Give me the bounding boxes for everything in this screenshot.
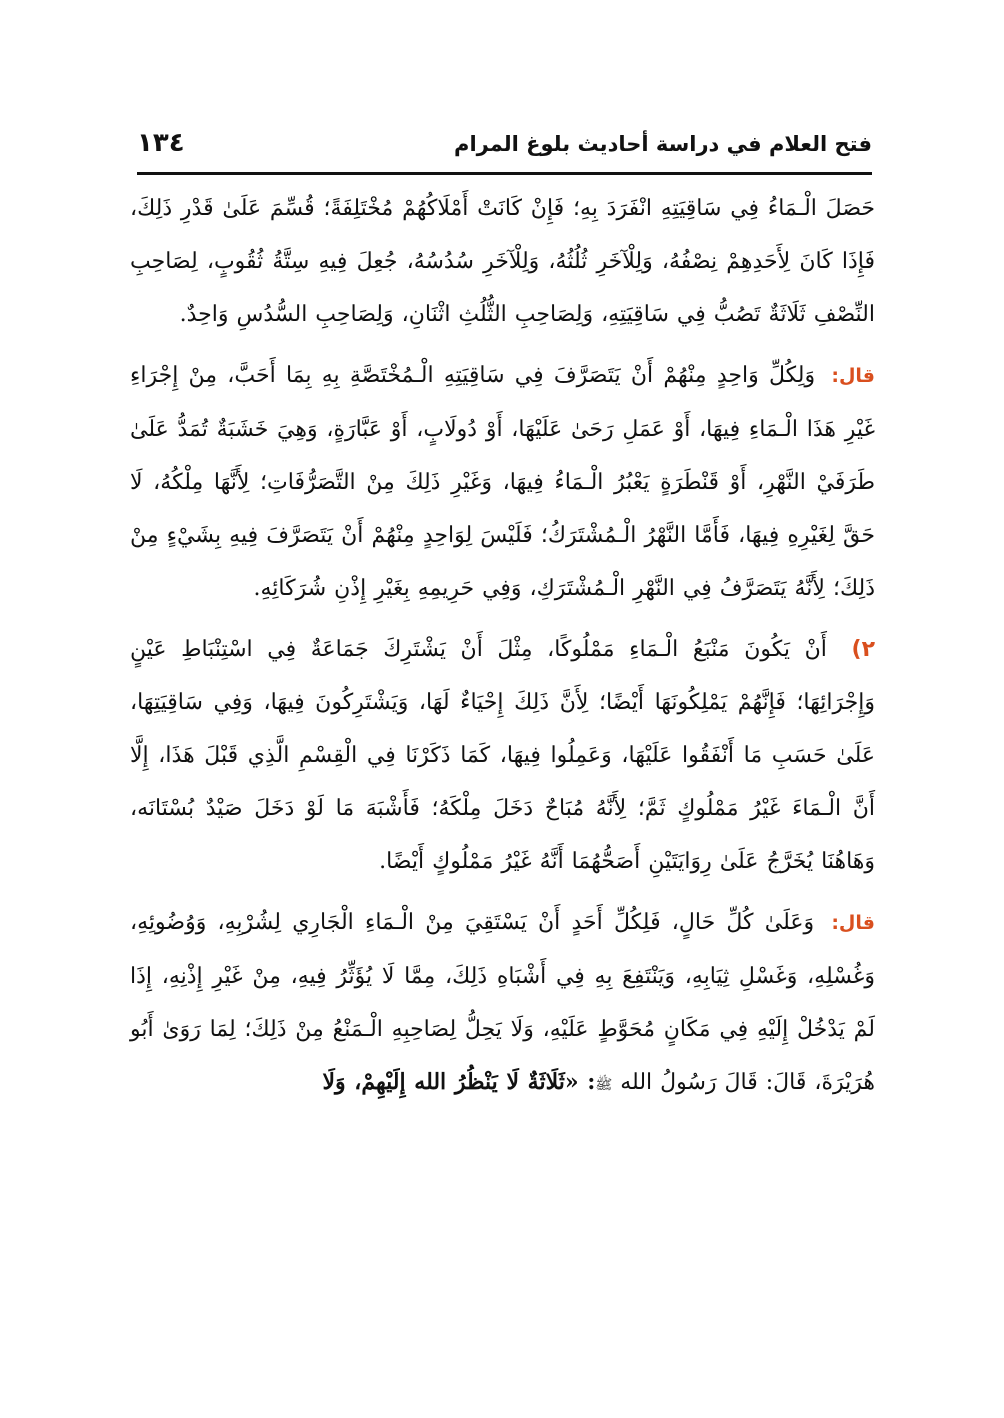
paragraph-1 — [130, 182, 875, 341]
qal-label: قال: — [831, 912, 875, 934]
paragraph-text: أَنْ يَكُونَ مَنْبَعُ الْـمَاءِ مَمْلُوكًا، مِثْلَ أَنْ يَشْتَرِكَ جَمَاعَةٌ فِي اسْتِنْبَاطِ عَيْنٍ وَإِجْرَائِهَا؛ فَإِنَّهُمْ يَمْلِكُونَهَا أَيْضًا؛ لِأَنَّ ذَلِكَ إِحْيَاءٌ لَهَا، وَيَشْتَرِكُونَ فِيهَا، وَفِي سَاقِيَتِهَا، عَلَىٰ حَسَبِ مَا أَنْفَقُوا عَلَيْهَا، وَعَمِلُوا فِيهَا، كَمَا ذَكَرْنَا فِي الْقِسْمِ الَّذِي قَبْلَ هَذَا، إِلَّا أَنَّ الْـمَاءَ غَيْرُ مَمْلُوكٍ ثَمَّ؛ لِأَنَّهُ مُبَاحٌ دَخَلَ مِلْكَهُ؛ فَأَشْبَهَ مَا لَوْ دَخَلَ صَيْدٌ بُسْتَانَه، وَهَاهُنَا يُخَرَّجُ عَلَىٰ رِوَايَتَيْنِ أَصَحُّهُمَا أَنَّهُ غَيْرُ مَمْلُوكٍ أَيْضًا. — [130, 637, 875, 874]
hadith-text: : «ثَلَاثَةٌ لَا يَنْظُرُ الله إِلَيْهِمْ، وَلَا — [322, 1069, 596, 1095]
header-divider — [137, 172, 872, 175]
running-header — [137, 126, 872, 170]
paragraph-4 — [130, 896, 875, 1112]
body-text — [130, 182, 875, 1112]
paragraph-text: وَعَلَىٰ كُلِّ حَالٍ، فَلِكُلِّ أَحَدٍ أَنْ يَسْتَقِيَ مِنْ الْـمَاءِ الْجَارِي لِشُرْبِهِ، وَوُضُوئِهِ، وَغُسْلِهِ، وَغَسْلِ ثِيَابِهِ، وَيَنْتَفِعَ بِهِ فِي أَشْبَاهِ ذَلِكَ، مِمَّا لَا يُؤَثِّرُ فِيهِ، مِنْ غَيْرِ إِذْنِهِ، إِذَا لَمْ يَدْخُلْ إِلَيْهِ فِي مَكَانٍ مُحَوَّطٍ عَلَيْهِ، وَلَا يَحِلُّ لِصَاحِبِهِ الْـمَنْعُ مِنْ ذَلِكَ؛ لِمَا رَوَىٰ أَبُو هُرَيْرَةَ، قَالَ: قَالَ رَسُولُ الله — [130, 910, 875, 1095]
paragraph-3 — [130, 623, 875, 888]
qal-label: قال: — [831, 365, 876, 387]
paragraph-text: وَلِكُلِّ وَاحِدٍ مِنْهُمْ أَنْ يَتَصَرَّفَ فِي سَاقِيَتِهِ الْـمُخْتَصَّةِ بِهِ بِمَا أَحَبَّ، مِنْ إِجْرَاءِ غَيْرِ هَذَا الْـمَاءِ فِيهَا، أَوْ عَمَلِ رَحَىٰ عَلَيْهَا، أَوْ دُولَابٍ، أَوْ عَبَّارَةٍ، وَهِيَ خَشَبَةٌ تُمَدُّ عَلَىٰ طَرَفَيْ النَّهْرِ، أَوْ قَنْطَرَةٍ يَعْبُرُ الْـمَاءُ فِيهَا، وَغَيْرِ ذَلِكَ مِنْ التَّصَرُّفَاتِ؛ لِأَنَّهَا مِلْكُهُ، لَا حَقَّ لِغَيْرِهِ فِيهَا، فَأَمَّا النَّهْرُ الْـمُشْتَرَكُ؛ فَلَيْسَ لِوَاحِدٍ مِنْهُمْ أَنْ يَتَصَرَّفَ فِيهِ بِشَيْءٍ مِنْ ذَلِكَ؛ لِأَنَّهُ يَتَصَرَّفُ فِي النَّهْرِ الْـمُشْتَرَكِ، وَفِي حَرِيمِهِ بِغَيْرِ إِذْنِ شُرَكَائِهِ. — [130, 363, 875, 601]
paragraph-2 — [130, 349, 875, 615]
paragraph-text: حَصَلَ الْـمَاءُ فِي سَاقِيَتِهِ انْفَرَدَ بِهِ؛ فَإِنْ كَانَتْ أَمْلَاكُهُمْ مُخْتَلِفَةً؛ قُسِّمَ عَلَىٰ قَدْرِ ذَلِكَ، فَإِذَا كَانَ لِأَحَدِهِمْ نِصْفُهُ، وَلِلْآخَرِ ثُلُثُهُ، وَلِلْآخَرِ سُدُسُهُ، جُعِلَ فِيهِ سِتَّةُ ثُقُوبٍ، لِصَاحِبِ النِّصْفِ ثَلَاثَةٌ تَصُبُّ فِي سَاقِيَتِهِ، وَلِصَاحِبِ الثُّلُثِ اثْنَانِ، وَلِصَاحِبِ السُّدُسِ وَاحِدٌ. — [130, 196, 875, 327]
page-number: ١٣٤ — [137, 128, 185, 158]
book-title: فتح العلام في دراسة أحاديث بلوغ المرام — [454, 132, 872, 156]
list-number: ٢) — [851, 637, 876, 662]
salawat-symbol: ﷺ — [595, 1077, 613, 1093]
